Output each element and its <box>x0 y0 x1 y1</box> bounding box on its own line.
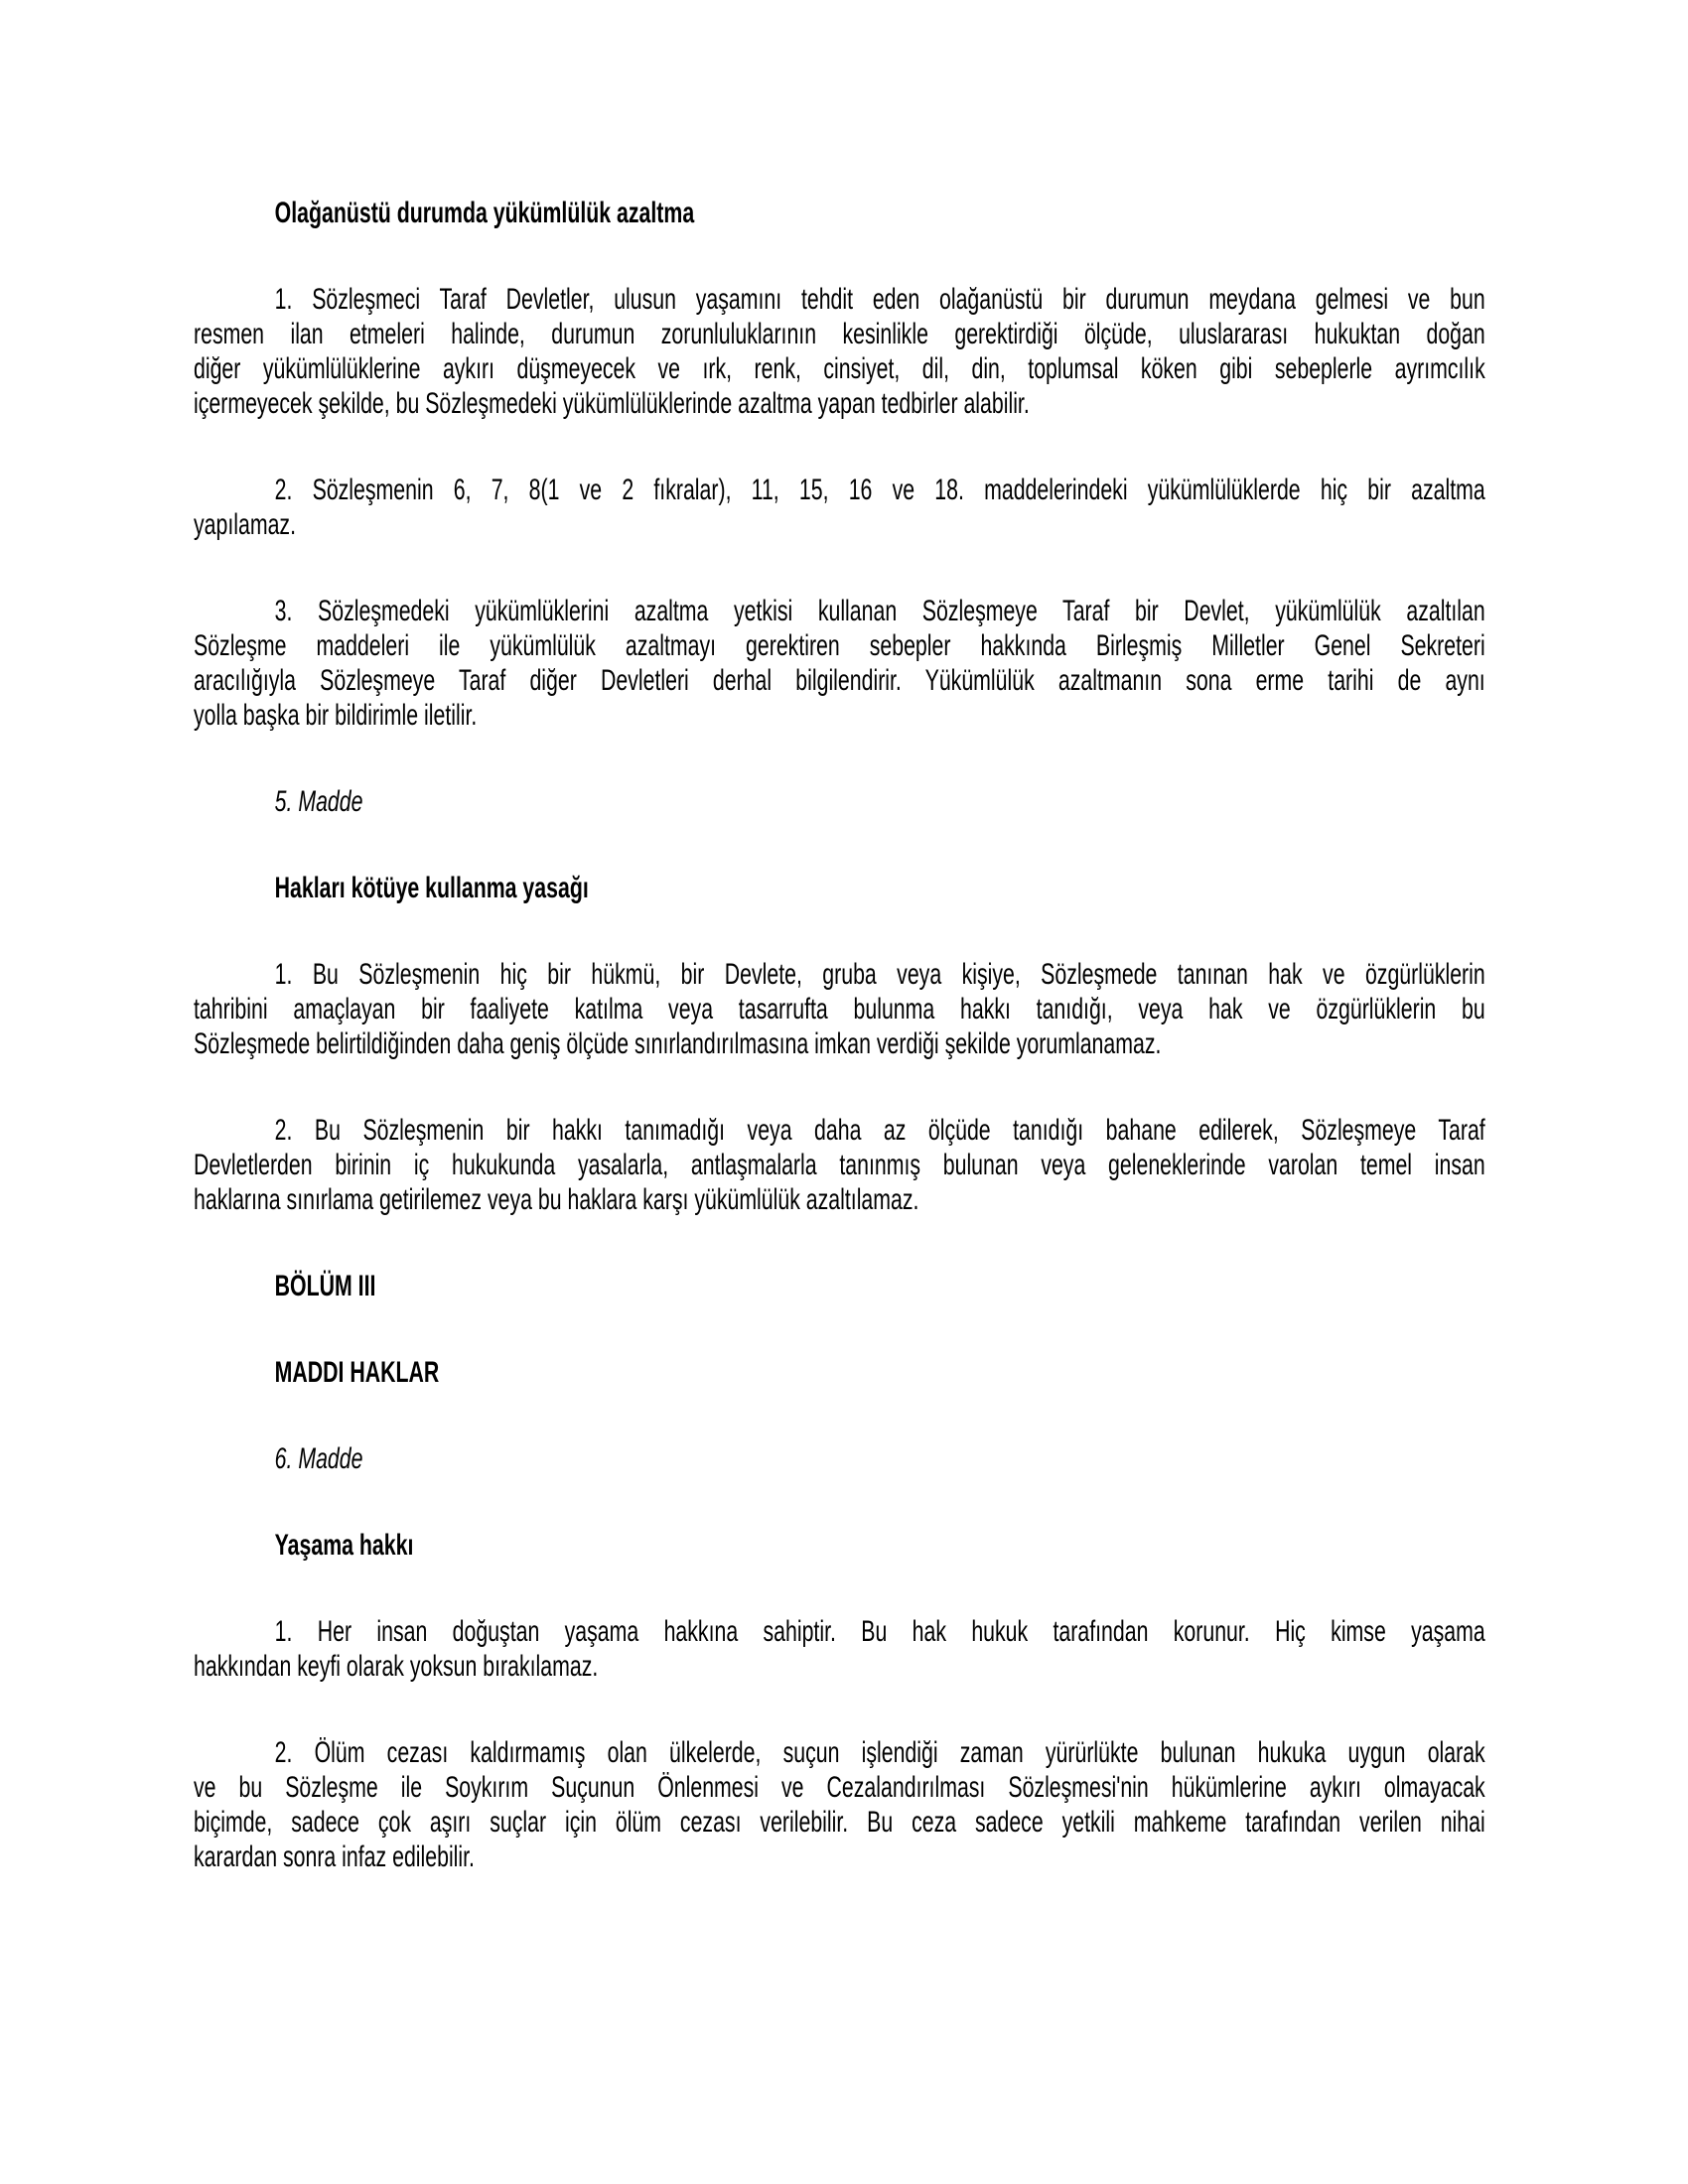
paragraph-line: 2. Bu Sözleşmenin bir hakkı tanımadığı veya daha az ölçüde tanıdığı bahane edilerek, Sözleşmeye Taraf <box>274 1114 1485 1147</box>
article-label: 6. Madde <box>274 1442 363 1475</box>
paragraph-line: 1. Sözleşmeci Taraf Devletler, ulusun yaşamını tehdit eden olağanüstü bir durumun meydana gelmesi ve bun <box>274 283 1485 316</box>
chapter-heading: BÖLÜM III <box>274 1270 376 1302</box>
paragraph-line: 1. Bu Sözleşmenin hiç bir hükmü, bir Devlete, gruba veya kişiye, Sözleşmede tanınan hak ve özgürlüklerin <box>274 958 1485 991</box>
paragraph-line: hakkından keyfi olarak yoksun bırakılamaz. <box>194 1650 599 1683</box>
paragraph-line: resmen ilan etmeleri halinde, durumun zorunluluklarının kesinlikle gerektirdiği ölçüde, uluslararası hukuktan doğan <box>194 318 1485 350</box>
paragraph-line: diğer yükümlülüklerine aykırı düşmeyecek ve ırk, renk, cinsiyet, dil, din, toplumsal köken gibi sebeplerle ayrımcılık <box>194 352 1485 385</box>
paragraph-line: biçimde, sadece çok aşırı suçlar için ölüm cezası verilebilir. Bu ceza sadece yetkili mahkeme tarafından verilen nihai <box>194 1806 1485 1839</box>
paragraph-line: Sözleşmede belirtildiğinden daha geniş ölçüde sınırlandırılmasına imkan verdiği şekilde yorumlanamaz. <box>194 1027 1162 1060</box>
section-heading: Olağanüstü durumda yükümlülük azaltma <box>274 197 695 229</box>
document-text-area <box>194 196 1688 1926</box>
paragraph <box>194 957 1485 1061</box>
paragraph <box>194 1614 1485 1684</box>
chapter-title: MADDI HAKLAR <box>274 1356 440 1389</box>
paragraph-line: yapılamaz. <box>194 508 297 541</box>
paragraph-line: yolla başka bir bildirimle iletilir. <box>194 699 478 732</box>
paragraph-line: 2. Sözleşmenin 6, 7, 8(1 ve 2 fıkralar), 11, 15, 16 ve 18. maddelerindeki yükümlülüklerde hiç bir azaltma <box>274 474 1485 506</box>
section-heading: Yaşama hakkı <box>274 1529 414 1562</box>
paragraph <box>194 1735 1485 1874</box>
paragraph-line: 2. Ölüm cezası kaldırmamış olan ülkelerde, suçun işlendiği zaman yürürlükte bulunan hukuka uygun olarak <box>274 1736 1485 1769</box>
paragraph <box>194 473 1485 542</box>
section-heading: Hakları kötüye kullanma yasağı <box>274 872 589 904</box>
paragraph-line: karardan sonra infaz edilebilir. <box>194 1841 475 1873</box>
paragraph-line: 1. Her insan doğuştan yaşama hakkına sahiptir. Bu hak hukuk tarafından korunur. Hiç kimse yaşama <box>274 1615 1485 1648</box>
paragraph-line: tahribini amaçlayan bir faaliyete katılma veya tasarrufta bulunma hakkı tanıdığı, veya hak ve özgürlüklerin bu <box>194 993 1485 1025</box>
paragraph-line: 3. Sözleşmedeki yükümlüklerini azaltma yetkisi kullanan Sözleşmeye Taraf bir Devlet, yükümlülük azaltılan <box>274 595 1485 627</box>
paragraph-line: haklarına sınırlama getirilemez veya bu haklara karşı yükümlülük azaltılamaz. <box>194 1183 919 1216</box>
paragraph-line: aracılığıyla Sözleşmeye Taraf diğer Devletleri derhal bilgilendirir. Yükümlülük azaltmanın sona erme tarihi de aynı <box>194 664 1485 697</box>
paragraph <box>194 1113 1485 1217</box>
paragraph-line: Sözleşme maddeleri ile yükümlülük azaltmayı gerektiren sebepler hakkında Birleşmiş Milletler Genel Sekreteri <box>194 629 1485 662</box>
paragraph-line: içermeyecek şekilde, bu Sözleşmedeki yükümlülüklerinde azaltma yapan tedbirler alabilir. <box>194 387 1030 420</box>
article-label: 5. Madde <box>274 785 363 818</box>
paragraph-line: ve bu Sözleşme ile Soykırım Suçunun Önlenmesi ve Cezalandırılması Sözleşmesi'nin hükümlerine aykırı olmayacak <box>194 1771 1485 1804</box>
paragraph <box>194 282 1485 421</box>
paragraph <box>194 594 1485 733</box>
paragraph-line: Devletlerden birinin iç hukukunda yasalarla, antlaşmalarla tanınmış bulunan veya geleneklerinde varolan temel insan <box>194 1149 1485 1181</box>
